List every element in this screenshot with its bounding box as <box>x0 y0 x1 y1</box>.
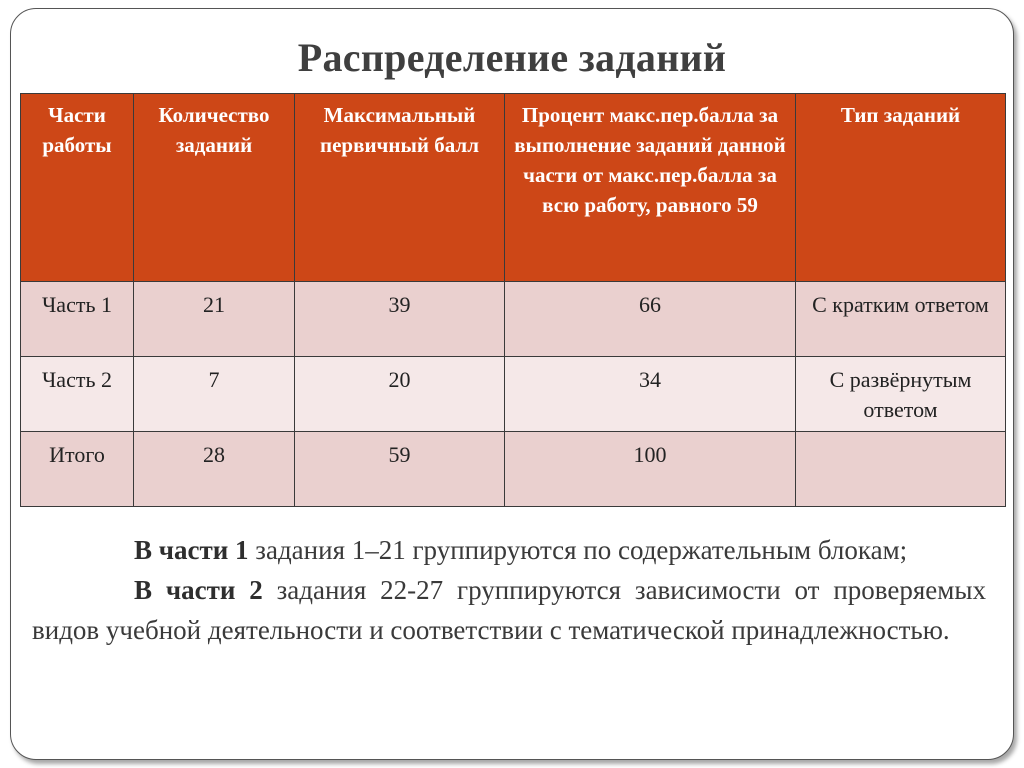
note-part-1-bold: В части 1 <box>134 535 249 565</box>
table-header-row <box>21 94 1006 282</box>
note-part-2-text: задания 22-27 группируются зависимости от проверяемых видов учебной деятельности и соответствии с тематической принадлежностью. <box>32 575 986 645</box>
cell-part: Итого <box>21 432 134 507</box>
note-part-1 <box>32 530 986 570</box>
cell-max-score: 20 <box>295 357 505 432</box>
slide-title: Распределение заданий <box>297 35 727 80</box>
cell-max-score: 39 <box>295 282 505 357</box>
cell-percent: 100 <box>505 432 796 507</box>
cell-type: С развёрнутым ответом <box>796 357 1006 432</box>
cell-part: Часть 2 <box>21 357 134 432</box>
cell-count: 28 <box>134 432 295 507</box>
cell-percent: 66 <box>505 282 796 357</box>
cell-type <box>796 432 1006 507</box>
task-distribution-table <box>20 93 1006 507</box>
cell-max-score: 59 <box>295 432 505 507</box>
cell-part: Часть 1 <box>21 282 134 357</box>
note-part-2-bold: В части 2 <box>134 575 263 605</box>
table-row <box>21 432 1006 507</box>
table-row <box>21 357 1006 432</box>
header-task-count: Количество заданий <box>134 94 295 282</box>
cell-type: С кратким ответом <box>796 282 1006 357</box>
header-parts: Части работы <box>21 94 134 282</box>
cell-count: 21 <box>134 282 295 357</box>
cell-count: 7 <box>134 357 295 432</box>
note-part-2 <box>32 570 986 650</box>
cell-percent: 34 <box>505 357 796 432</box>
note-part-1-text: задания 1–21 группируются по содержательным блокам; <box>248 535 908 565</box>
header-percent: Процент макс.пер.балла за выполнение заданий данной части от макс.пер.балла за всю работу, равного 59 <box>505 94 796 282</box>
header-task-type: Тип заданий <box>796 94 1006 282</box>
table-row <box>21 282 1006 357</box>
header-max-score: Максимальный первичный балл <box>295 94 505 282</box>
notes-block <box>32 530 986 650</box>
